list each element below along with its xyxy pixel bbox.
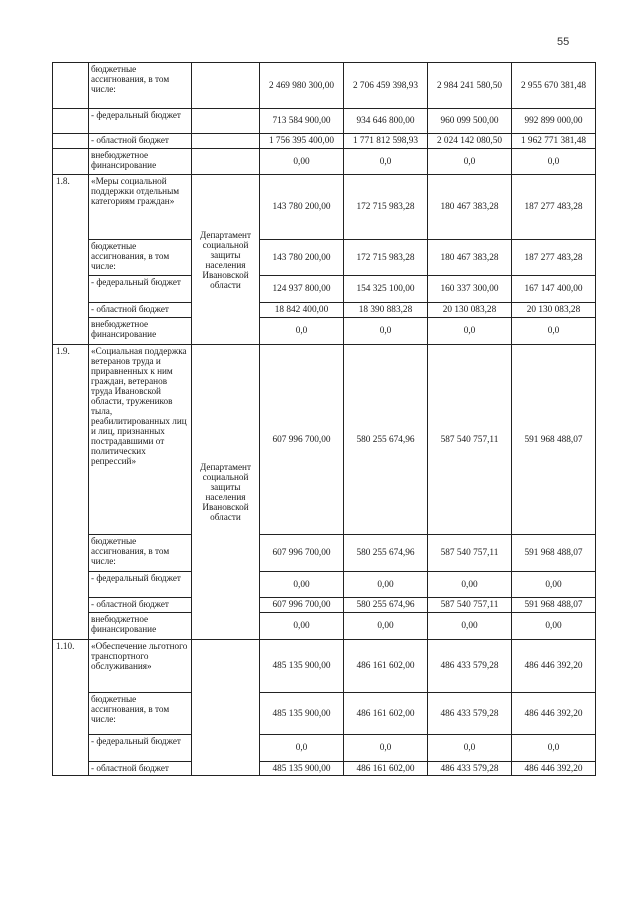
value-cell: 0,0 — [428, 735, 512, 762]
value-cell: 143 780 200,00 — [260, 240, 344, 276]
value-cell: 486 161 602,00 — [344, 640, 428, 693]
value-cell: 0,0 — [344, 318, 428, 345]
value-cell: 992 899 000,00 — [512, 109, 596, 134]
value-cell: 0,0 — [428, 149, 512, 175]
value-cell: 154 325 100,00 — [344, 276, 428, 303]
table-row — [53, 613, 596, 640]
value-cell: 2 706 459 398,93 — [344, 63, 428, 109]
row-label: - федеральный бюджет — [89, 572, 192, 598]
value-cell: 0,00 — [260, 149, 344, 175]
table-row — [53, 63, 596, 109]
value-cell: 187 277 483,28 — [512, 175, 596, 240]
value-cell: 486 161 602,00 — [344, 762, 428, 776]
row-label: - федеральный бюджет — [89, 109, 192, 134]
table-row — [53, 134, 596, 149]
value-cell: 160 337 300,00 — [428, 276, 512, 303]
value-cell: 1 756 395 400,00 — [260, 134, 344, 149]
row-label: - областной бюджет — [89, 303, 192, 318]
value-cell: 713 584 900,00 — [260, 109, 344, 134]
value-cell: 0,0 — [512, 318, 596, 345]
value-cell: 0,0 — [260, 735, 344, 762]
value-cell: 18 842 400,00 — [260, 303, 344, 318]
value-cell: 0,00 — [512, 613, 596, 640]
table-row — [53, 572, 596, 598]
page-number: 55 — [557, 36, 570, 48]
row-number: 1.8. — [53, 175, 89, 345]
value-cell: 2 955 670 381,48 — [512, 63, 596, 109]
value-cell: 485 135 900,00 — [260, 640, 344, 693]
value-cell: 0,00 — [344, 572, 428, 598]
value-cell: 587 540 757,11 — [428, 598, 512, 613]
value-cell: 486 446 392,20 — [512, 640, 596, 693]
value-cell: 2 469 980 300,00 — [260, 63, 344, 109]
value-cell: 1 771 812 598,93 — [344, 134, 428, 149]
value-cell: 0,00 — [344, 613, 428, 640]
row-label: внебюджетное финансирование — [89, 613, 192, 640]
department-cell — [192, 63, 260, 109]
value-cell: 580 255 674,96 — [344, 345, 428, 535]
table-row — [53, 318, 596, 345]
table-row — [53, 693, 596, 735]
row-label: «Обеспечение льготного транспортного обслуживания» — [89, 640, 192, 693]
department-cell: Департамент социальной защиты населения Ивановской области — [192, 175, 260, 345]
row-label: бюджетные ассигнования, в том числе: — [89, 63, 192, 109]
table-row — [53, 640, 596, 693]
department-cell — [192, 109, 260, 134]
value-cell: 0,0 — [428, 318, 512, 345]
row-label: «Социальная поддержка ветеранов труда и приравненных к ним граждан, ветеранов труда Ивановской области, тружеников тыла, реабилитированных лиц и лиц, признанных пострадавшими от политических репрессий» — [89, 345, 192, 535]
value-cell: 485 135 900,00 — [260, 762, 344, 776]
row-number — [53, 63, 89, 109]
value-cell: 172 715 983,28 — [344, 175, 428, 240]
table-row — [53, 109, 596, 134]
row-label: внебюджетное финансирование — [89, 318, 192, 345]
value-cell: 0,0 — [344, 735, 428, 762]
value-cell: 0,0 — [260, 318, 344, 345]
value-cell: 607 996 700,00 — [260, 345, 344, 535]
value-cell: 934 646 800,00 — [344, 109, 428, 134]
value-cell: 486 433 579,28 — [428, 693, 512, 735]
value-cell: 486 433 579,28 — [428, 640, 512, 693]
value-cell: 580 255 674,96 — [344, 598, 428, 613]
value-cell: 591 968 488,07 — [512, 345, 596, 535]
value-cell: 486 446 392,20 — [512, 693, 596, 735]
value-cell: 960 099 500,00 — [428, 109, 512, 134]
row-label: - областной бюджет — [89, 762, 192, 776]
value-cell: 187 277 483,28 — [512, 240, 596, 276]
value-cell: 0,0 — [512, 149, 596, 175]
value-cell: 1 962 771 381,48 — [512, 134, 596, 149]
value-cell: 172 715 983,28 — [344, 240, 428, 276]
row-label: бюджетные ассигнования, в том числе: — [89, 535, 192, 572]
value-cell: 0,00 — [428, 572, 512, 598]
value-cell: 18 390 883,28 — [344, 303, 428, 318]
department-cell: Департамент социальной защиты населения Ивановской области — [192, 345, 260, 640]
table-row — [53, 276, 596, 303]
value-cell: 485 135 900,00 — [260, 693, 344, 735]
row-label: - федеральный бюджет — [89, 735, 192, 762]
value-cell: 486 446 392,20 — [512, 762, 596, 776]
table-row — [53, 175, 596, 240]
value-cell: 591 968 488,07 — [512, 535, 596, 572]
value-cell: 180 467 383,28 — [428, 175, 512, 240]
table-row — [53, 345, 596, 535]
value-cell: 587 540 757,11 — [428, 345, 512, 535]
value-cell: 486 433 579,28 — [428, 762, 512, 776]
row-label: - областной бюджет — [89, 134, 192, 149]
table-row — [53, 149, 596, 175]
row-number: 1.10. — [53, 640, 89, 776]
budget-table — [52, 62, 596, 776]
table-row — [53, 762, 596, 776]
value-cell: 0,0 — [344, 149, 428, 175]
department-cell — [192, 149, 260, 175]
row-number — [53, 109, 89, 134]
value-cell: 180 467 383,28 — [428, 240, 512, 276]
table-row — [53, 240, 596, 276]
value-cell: 587 540 757,11 — [428, 535, 512, 572]
table-row — [53, 598, 596, 613]
department-cell — [192, 640, 260, 776]
value-cell: 0,00 — [428, 613, 512, 640]
value-cell: 2 984 241 580,50 — [428, 63, 512, 109]
value-cell: 20 130 083,28 — [428, 303, 512, 318]
value-cell: 124 937 800,00 — [260, 276, 344, 303]
row-label: «Меры социальной поддержки отдельным категориям граждан» — [89, 175, 192, 240]
row-number — [53, 149, 89, 175]
row-number: 1.9. — [53, 345, 89, 640]
value-cell: 591 968 488,07 — [512, 598, 596, 613]
table-row — [53, 303, 596, 318]
value-cell: 2 024 142 080,50 — [428, 134, 512, 149]
row-label: - областной бюджет — [89, 598, 192, 613]
value-cell: 143 780 200,00 — [260, 175, 344, 240]
value-cell: 0,00 — [260, 613, 344, 640]
row-label: - федеральный бюджет — [89, 276, 192, 303]
value-cell: 0,00 — [260, 572, 344, 598]
row-label: бюджетные ассигнования, в том числе: — [89, 240, 192, 276]
value-cell: 486 161 602,00 — [344, 693, 428, 735]
value-cell: 580 255 674,96 — [344, 535, 428, 572]
row-number — [53, 134, 89, 149]
row-label: бюджетные ассигнования, в том числе: — [89, 693, 192, 735]
value-cell: 167 147 400,00 — [512, 276, 596, 303]
table-row — [53, 535, 596, 572]
value-cell: 20 130 083,28 — [512, 303, 596, 318]
value-cell: 0,00 — [512, 572, 596, 598]
value-cell: 0,0 — [512, 735, 596, 762]
row-label: внебюджетное финансирование — [89, 149, 192, 175]
table-row — [53, 735, 596, 762]
value-cell: 607 996 700,00 — [260, 535, 344, 572]
value-cell: 607 996 700,00 — [260, 598, 344, 613]
department-cell — [192, 134, 260, 149]
